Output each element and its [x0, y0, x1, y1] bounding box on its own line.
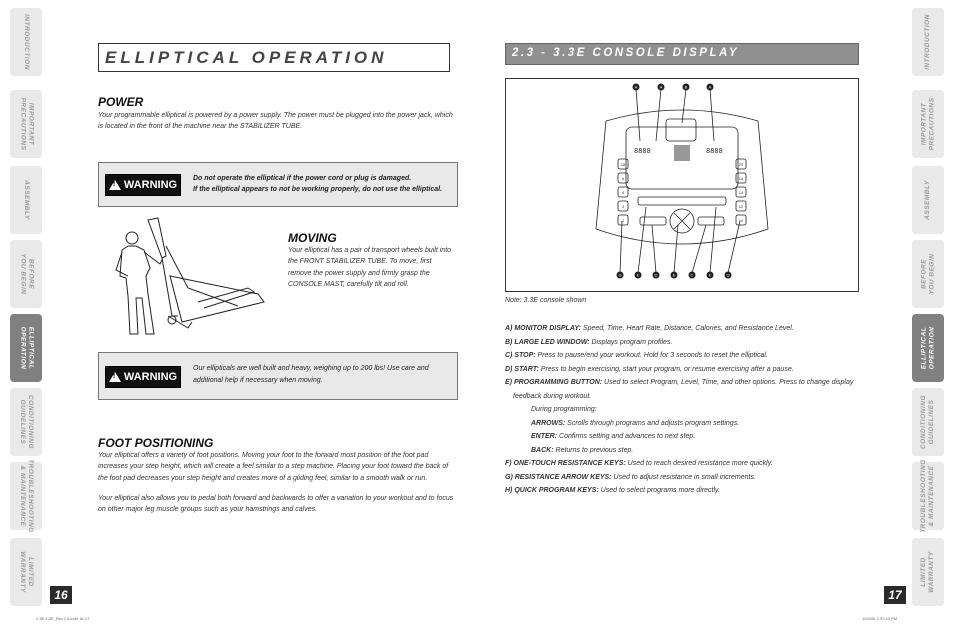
tab-label: LIMITED WARRANTY [19, 551, 34, 593]
item-text: Used to select Program, Level, Time, and other options. Press to change display [602, 379, 854, 386]
item-text: Used to reach desired resistance more quickly. [625, 460, 773, 467]
list-item [505, 349, 853, 363]
item-key: H) QUICK PROGRAM KEYS: [505, 487, 599, 494]
console-note: Note: 3.3E console shown [505, 297, 587, 304]
callout-letter: C [690, 272, 694, 278]
tab-introduction-right[interactable] [912, 8, 944, 76]
tab-label: TROUBLESHOOTING & MAINTENANCE [19, 459, 34, 533]
list-item [505, 430, 853, 444]
warning-badge [105, 366, 181, 388]
console-key-label: 3 [621, 204, 625, 209]
item-text: Scrolls through programs and adjusts program settings. [565, 419, 740, 427]
item-text: Press to pause/end your workout. Hold for 3 seconds to reset the elliptical. [535, 352, 768, 359]
item-key: F) ONE-TOUCH RESISTANCE KEYS: [505, 460, 626, 467]
callout-letter: E [672, 272, 676, 278]
footer-file-info: 2.3E 4.3E_Rev.1.0.indd 16-17 [36, 616, 90, 621]
footer-timestamp: 10/4/06 2:37:43 PM [862, 616, 897, 621]
tab-important-precautions-left[interactable] [10, 90, 42, 158]
tab-conditioning-guidelines-left[interactable] [10, 388, 42, 456]
warning-box-moving [98, 352, 458, 400]
callout-letter: F [636, 272, 640, 278]
tab-before-you-begin-right[interactable] [912, 240, 944, 308]
power-heading: POWER [98, 95, 144, 109]
foot-positioning-heading: FOOT POSITIONING [98, 436, 214, 450]
tab-limited-warranty-left[interactable] [10, 538, 42, 606]
tab-introduction-left[interactable] [10, 8, 42, 76]
console-key-label: 20 [738, 162, 744, 167]
tab-label: ELLIPTICAL OPERATION [920, 326, 936, 370]
tab-label: CONDITIONING GUIDELINES [920, 394, 935, 450]
item-text: Speed, Time, Heart Rate, Distance, Calories, and Resistance Level. [580, 325, 794, 332]
callout-letter: G [618, 272, 622, 278]
tab-label: INTRODUCTION [23, 14, 30, 70]
foot-positioning-text-2: Your elliptical also allows you to pedal both forward and backwards to offer a variation to your workout and to focus on other major leg muscle groups such as your hamstrings and calves. [98, 495, 454, 514]
page-title-box [98, 43, 450, 72]
tab-label: TROUBLESHOOTING & MAINTENANCE [920, 459, 935, 533]
moving-heading: MOVING [288, 231, 337, 245]
item-text: Press to begin exercising, start your program, or resume exercising after a pause. [538, 365, 794, 373]
tab-label: IMPORTANT PRECAUTIONS [19, 97, 34, 151]
warning-triangle-icon [109, 372, 121, 382]
item-key: C) STOP: [505, 352, 536, 359]
item-key: D) START: [505, 365, 539, 373]
tab-elliptical-operation-left[interactable] [10, 314, 42, 382]
page-number-left: 16 [50, 586, 72, 604]
callout-letter: F [708, 272, 712, 278]
callout-letter: A [634, 84, 638, 90]
foot-positioning-text-1: Your elliptical offers a variety of foot positions. Moving your foot to the forward most position of the foot pad increases your step height, which will create a feel similar to a step machine. Placing your foot toward the back of the foot pad decreases your step height and creates more of a gliding feel, similar to a smooth walk or run. [98, 452, 449, 482]
list-item [505, 417, 853, 431]
console-key-label: 4 [621, 190, 625, 195]
console-key-label: 10 [738, 218, 744, 223]
item-key: ARROWS: [531, 419, 566, 427]
list-item [505, 444, 853, 458]
console-diagram-box [505, 78, 859, 292]
console-key-label: 2 [621, 218, 625, 223]
warning-label: WARNING [123, 179, 178, 191]
item-key: A) MONITOR DISPLAY: [505, 325, 581, 332]
warning-moving-text: Our ellipticals are well built and heavy, weighing up to 200 lbs! Use care and additional help if necessary when moving. [193, 365, 429, 384]
list-item [505, 322, 853, 336]
tab-label: ASSEMBLY [23, 180, 31, 220]
tab-conditioning-guidelines-right[interactable] [912, 388, 944, 456]
item-text: Confirms setting and advances to next step. [557, 433, 696, 440]
console-key-label: 18 [620, 162, 626, 167]
list-item [505, 484, 853, 498]
section-title-bar [505, 43, 859, 65]
warning-box-power [98, 162, 458, 207]
display-digits-right: 8888 [706, 147, 723, 155]
callout-letter: G [726, 272, 730, 278]
list-item [505, 390, 853, 404]
tab-label: INTRODUCTION [924, 14, 931, 70]
callout-letter: B [684, 84, 688, 90]
tab-troubleshooting-right[interactable] [912, 459, 944, 533]
tab-label: BEFORE YOU BEGIN [920, 253, 936, 295]
tab-label: LIMITED WARRANTY [920, 551, 935, 593]
callout-letter: A [659, 84, 663, 90]
item-key: B) LARGE LED WINDOW: [505, 338, 590, 346]
moving-elliptical-illustration [108, 216, 278, 346]
tab-label: IMPORTANT PRECAUTIONS [920, 97, 935, 151]
console-key-label: 12 [738, 204, 744, 209]
warning-triangle-icon [109, 180, 121, 190]
tab-troubleshooting-left[interactable] [10, 459, 42, 533]
tab-label: ELLIPTICAL OPERATION [19, 326, 35, 370]
tab-elliptical-operation-right[interactable] [912, 314, 944, 382]
tab-assembly-right[interactable] [912, 166, 944, 234]
tab-before-you-begin-left[interactable] [10, 240, 42, 308]
tab-label: CONDITIONING GUIDELINES [19, 394, 34, 450]
page-title: ELLIPTICAL OPERATION [105, 48, 388, 67]
tab-label: ASSEMBLY [924, 180, 932, 220]
item-key: ENTER: [531, 433, 558, 440]
list-item [505, 376, 853, 390]
tab-label: BEFORE YOU BEGIN [19, 253, 35, 295]
tab-assembly-left[interactable] [10, 166, 42, 234]
power-text: Your programmable elliptical is powered by a power supply. The power must be plugged into the power jack, which is located in the front of the machine near the STABILIZER TUBE. [98, 112, 453, 131]
moving-text: Your elliptical has a pair of transport wheels built into the FRONT STABILIZER TUBE. To move, first remove the power supply and firmly grasp the CONSOLE MAST, carefully tilt and roll. [288, 247, 452, 288]
item-text: During programming: [531, 406, 597, 413]
item-text: feedback during workout. [513, 392, 592, 400]
list-item [505, 471, 853, 485]
list-item [505, 457, 853, 471]
tab-important-precautions-right[interactable] [912, 90, 944, 158]
list-item [505, 403, 853, 417]
console-diagram [506, 79, 858, 291]
warning-power-line1: Do not operate the elliptical if the power cord or plug is damaged. [193, 175, 412, 182]
tab-limited-warranty-right[interactable] [912, 538, 944, 606]
warning-label: WARNING [123, 371, 178, 383]
console-key-label: 14 [738, 190, 744, 195]
item-text: Displays program profiles. [589, 338, 673, 346]
warning-badge [105, 174, 181, 196]
callout-letter: A [708, 84, 712, 90]
section-title: 2.3 - 3.3E CONSOLE DISPLAY [512, 47, 740, 59]
list-item [505, 363, 853, 377]
item-key: BACK: [531, 446, 554, 454]
console-feature-list [505, 322, 853, 498]
item-key: E) PROGRAMMING BUTTON: [505, 379, 603, 386]
item-text: Returns to previous step. [553, 446, 634, 454]
item-text: Used to adjust resistance in small increments. [611, 473, 756, 481]
page-number-right: 17 [884, 586, 906, 604]
display-digits-left: 8888 [634, 147, 651, 155]
console-key-label: 6 [621, 176, 625, 181]
console-key-label: 16 [738, 176, 744, 181]
callout-letter: D [654, 272, 658, 278]
item-text: Used to select programs more directly. [598, 487, 720, 494]
item-key: G) RESISTANCE ARROW KEYS: [505, 473, 612, 481]
list-item [505, 336, 853, 350]
warning-power-line2: If the elliptical appears to not be working properly, do not use the elliptical. [193, 186, 443, 193]
